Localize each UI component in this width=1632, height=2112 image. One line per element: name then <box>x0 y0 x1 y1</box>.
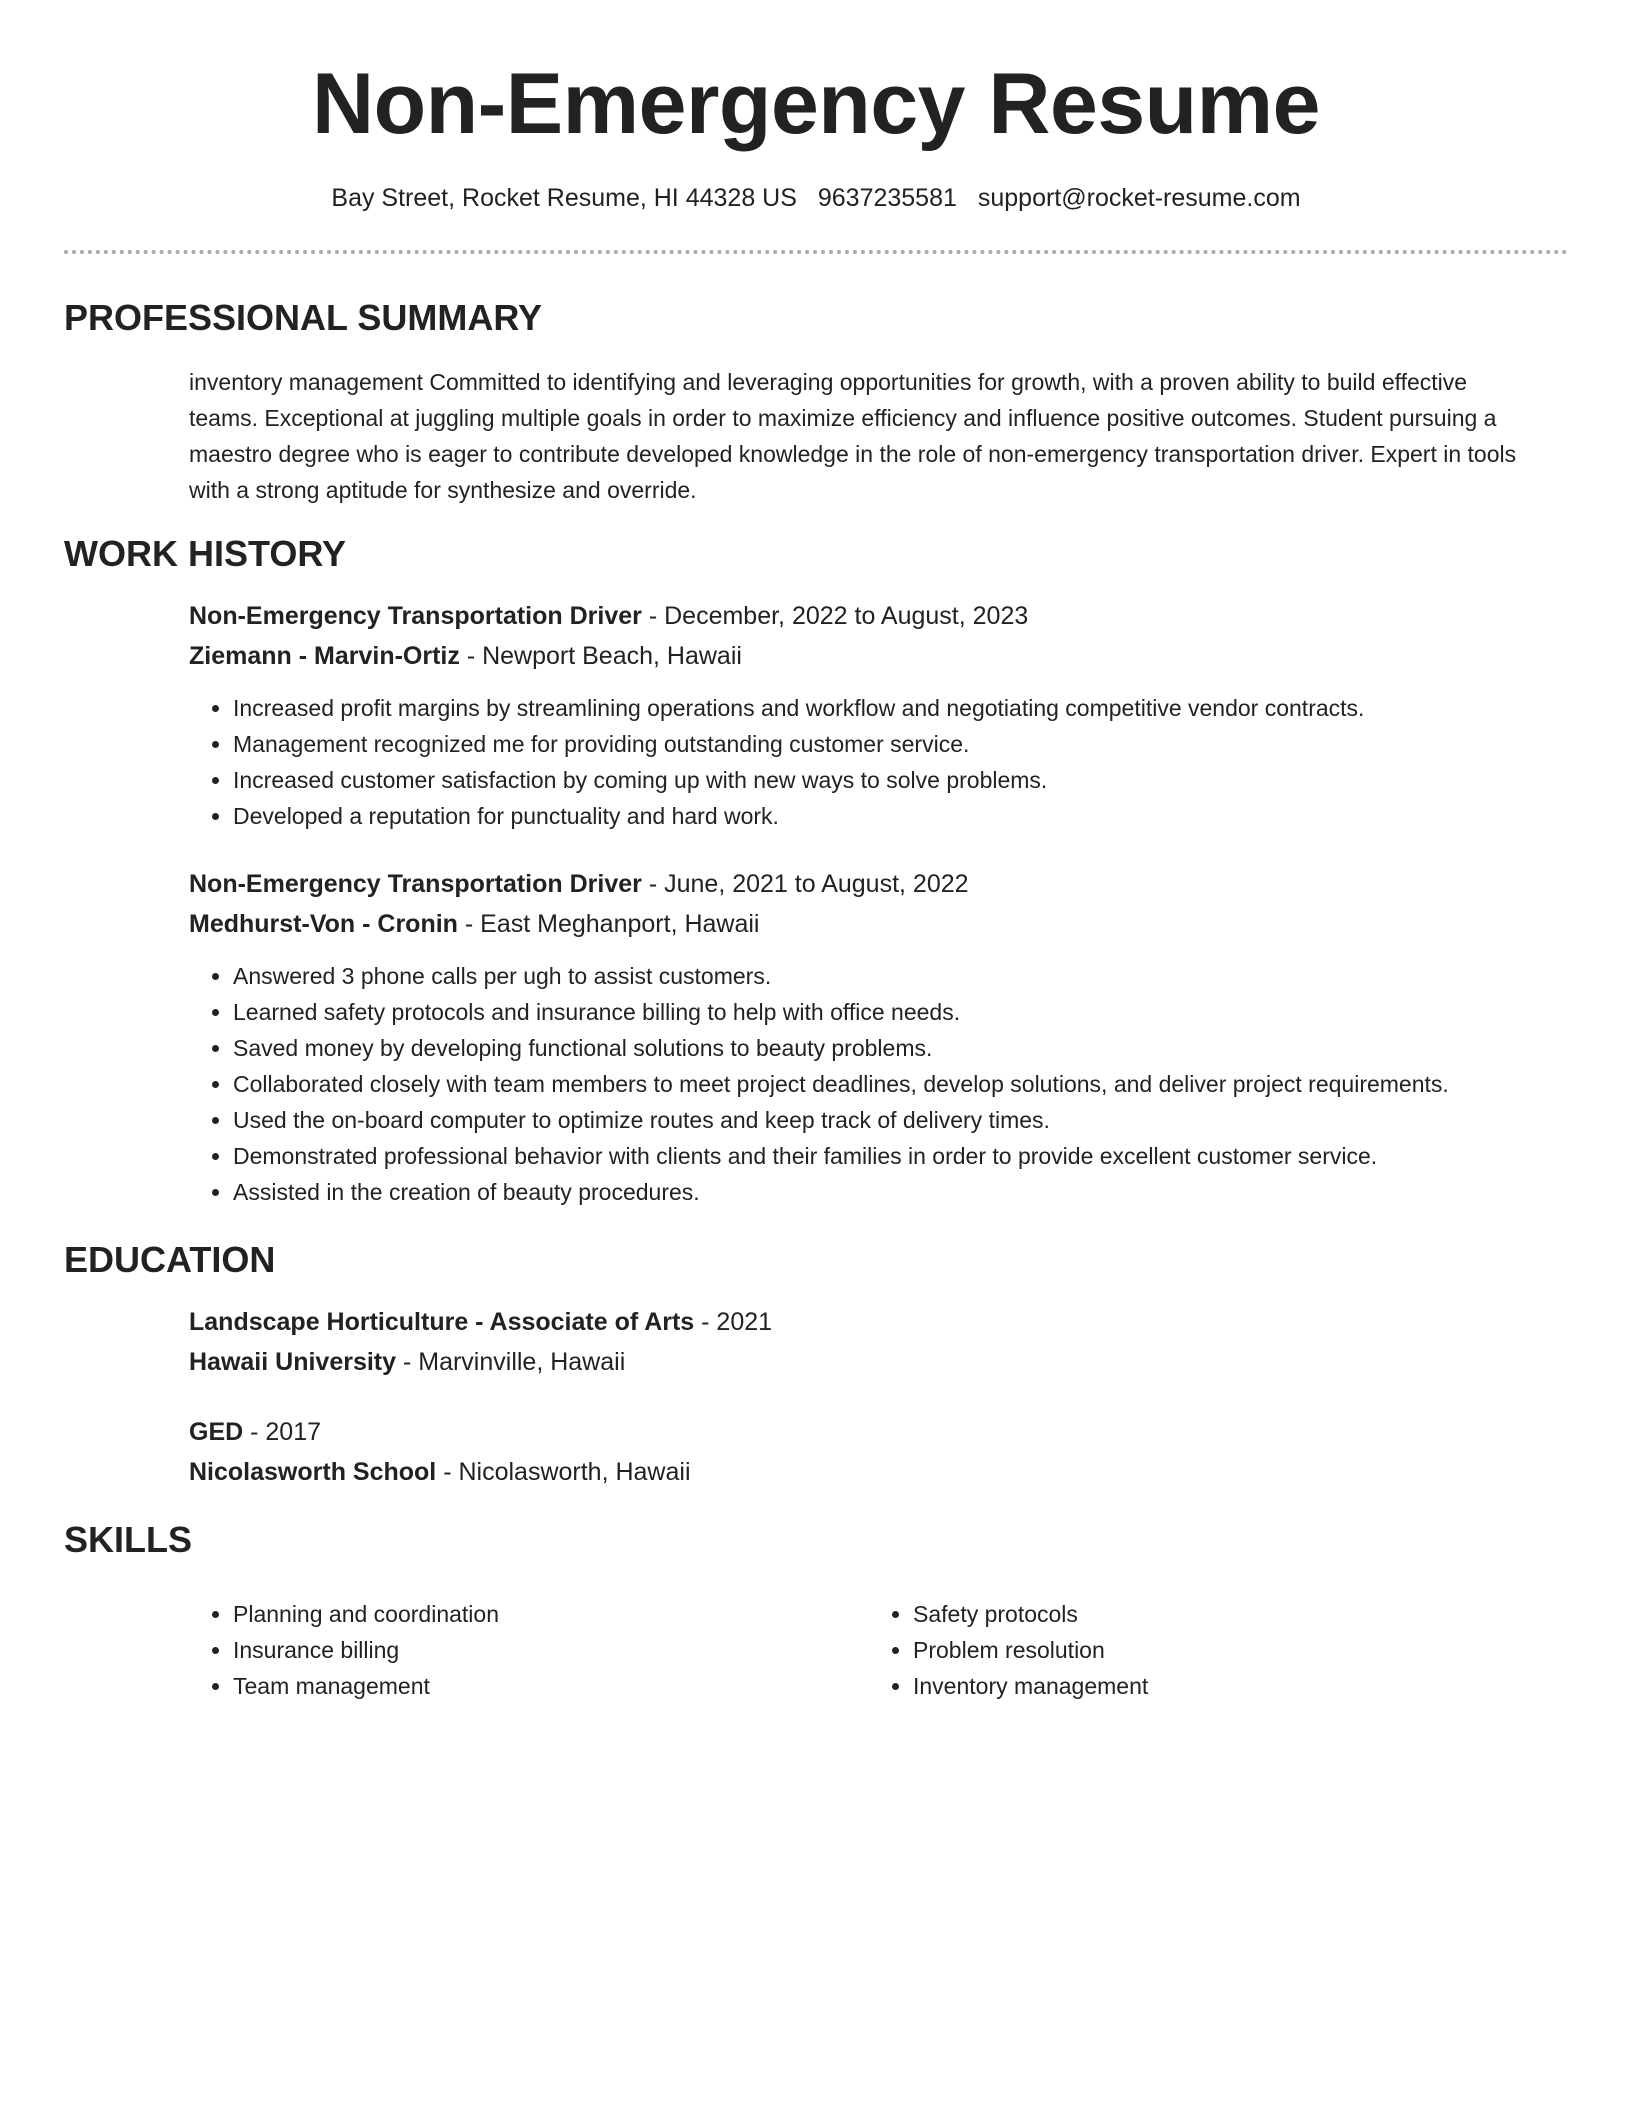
job-role: Non-Emergency Transportation Driver <box>189 870 642 898</box>
education-degree-line <box>189 1302 1589 1342</box>
job-company-line <box>189 636 1589 676</box>
education-location: - Nicolasworth, Hawaii <box>436 1458 691 1486</box>
section-title-education: EDUCATION <box>64 1239 276 1280</box>
job-company: Medhurst-Von - Cronin <box>189 910 458 938</box>
education-entry <box>189 1412 1589 1492</box>
job-entry <box>189 596 1589 834</box>
education-school: Nicolasworth School <box>189 1458 437 1486</box>
skill-item: • Team management <box>233 1668 499 1704</box>
job-bullet: • Answered 3 phone calls per ugh to assist customers. <box>233 958 1589 994</box>
job-bullet: • Developed a reputation for punctuality and hard work. <box>233 798 1589 834</box>
job-location: - Newport Beach, Hawaii <box>459 642 742 670</box>
job-location: - East Meghanport, Hawaii <box>457 910 760 938</box>
education-degree: Landscape Horticulture - Associate of Arts <box>189 1308 695 1336</box>
section-title-summary: PROFESSIONAL SUMMARY <box>64 297 543 338</box>
education-degree-line <box>189 1412 1589 1452</box>
skill-item: • Problem resolution <box>913 1632 1148 1668</box>
job-bullet: • Management recognized me for providing outstanding customer service. <box>233 726 1589 762</box>
education-year: - 2017 <box>243 1418 322 1446</box>
job-title-line <box>189 596 1589 636</box>
skill-item: • Inventory management <box>913 1668 1148 1704</box>
contact-address: Bay Street, Rocket Resume, HI 44328 US <box>331 184 797 212</box>
contact-phone: 9637235581 <box>817 184 957 212</box>
job-bullets <box>189 958 1589 1210</box>
education-school: Hawaii University <box>189 1348 397 1376</box>
section-title-work-history: WORK HISTORY <box>64 533 347 574</box>
contact-line <box>0 180 1632 216</box>
skill-item: • Safety protocols <box>913 1596 1148 1632</box>
education-school-line <box>189 1452 1589 1492</box>
skills-column-left <box>189 1596 499 1704</box>
education-location: - Marvinville, Hawaii <box>396 1348 626 1376</box>
education-school-line <box>189 1342 1589 1382</box>
job-company: Ziemann - Marvin-Ortiz <box>189 642 460 670</box>
job-entry <box>189 864 1589 1210</box>
education-degree: GED <box>189 1418 244 1446</box>
job-bullet: • Collaborated closely with team members to meet project deadlines, develop solutions, and deliver project requirements. <box>233 1066 1589 1102</box>
contact-email: support@rocket-resume.com <box>977 184 1301 212</box>
job-company-line <box>189 904 1589 944</box>
job-dates: - June, 2021 to August, 2022 <box>641 870 969 898</box>
section-title-skills: SKILLS <box>64 1519 193 1560</box>
job-bullet: • Increased profit margins by streamlining operations and workflow and negotiating competitive vendor contracts. <box>233 690 1589 726</box>
education-year: - 2021 <box>694 1308 773 1336</box>
skills-column-right <box>869 1596 1148 1704</box>
job-bullet: • Learned safety protocols and insurance billing to help with office needs. <box>233 994 1589 1030</box>
job-bullet: • Demonstrated professional behavior with clients and their families in order to provide excellent customer service. <box>233 1138 1589 1174</box>
job-bullet: • Increased customer satisfaction by coming up with new ways to solve problems. <box>233 762 1589 798</box>
skill-item: • Planning and coordination <box>233 1596 499 1632</box>
job-dates: - December, 2022 to August, 2023 <box>641 602 1029 630</box>
job-role: Non-Emergency Transportation Driver <box>189 602 642 630</box>
header-divider <box>64 250 1568 254</box>
job-bullet: • Saved money by developing functional solutions to beauty problems. <box>233 1030 1589 1066</box>
job-bullet: • Used the on-board computer to optimize routes and keep track of delivery times. <box>233 1102 1589 1138</box>
education-entry <box>189 1302 1589 1382</box>
skill-item: • Insurance billing <box>233 1632 499 1668</box>
job-bullets <box>189 690 1589 834</box>
summary-text: inventory management Committed to identifying and leveraging opportunities for growth, with a proven ability to build effective teams. Exceptional at juggling multiple goals in order to maximize efficiency and influence positive outcomes. Student pursuing a maestro degree who is eager to contribute developed knowledge in the role of non-emergency transportation driver. Expert in tools with a strong aptitude for synthesize and override. <box>189 369 1517 503</box>
job-title-line <box>189 864 1589 904</box>
resume-name: Non-Emergency Resume <box>312 56 1320 152</box>
job-bullet: • Assisted in the creation of beauty procedures. <box>233 1174 1589 1210</box>
